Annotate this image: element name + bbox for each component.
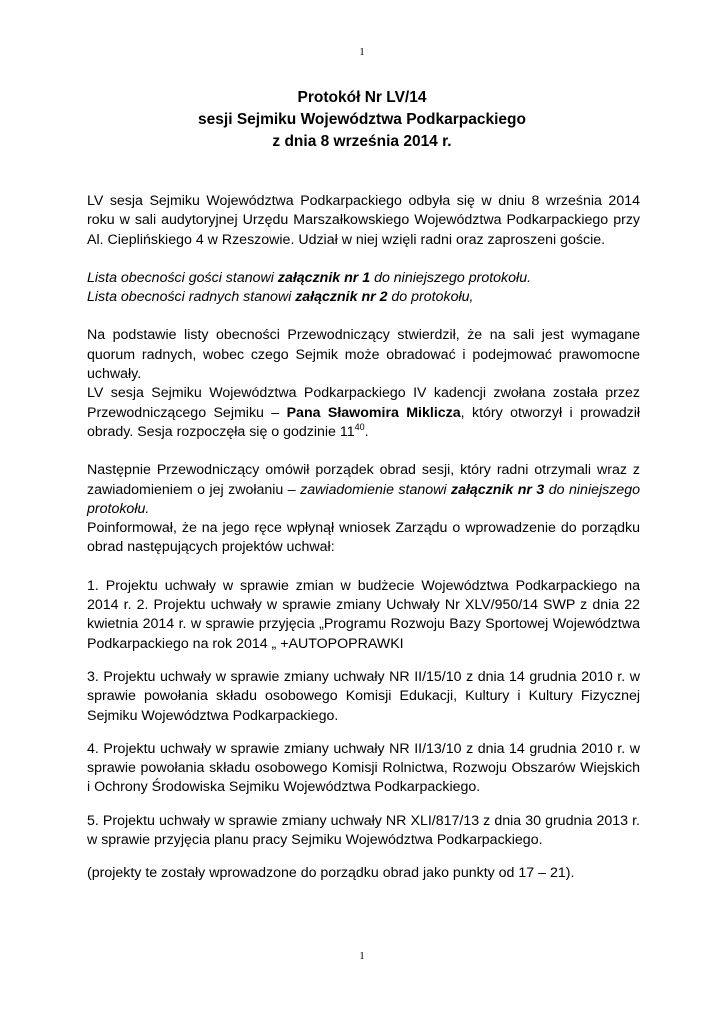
item3-line-1: 3. Projektu uchwały w sprawie zmiany uchwały NR II/15/10 z dnia 14 grudnia 2010 r. xyxy=(87,668,626,685)
item4-line-2: w sprawie powołania składu osobowego Komisji Rolnictwa, Rozwoju Obszarów xyxy=(87,740,640,777)
item4-line-3: Wiejskich i Ochrony Środowiska Sejmiku Województwa Podkarpackiego. xyxy=(87,760,640,796)
agenda-item-1 xyxy=(87,577,640,654)
intro-line-3: przy Al. Cieplińskiego 4 w Rzeszowie. Udział w niej wzięli radni oraz zaproszeni goście. xyxy=(87,212,641,248)
chairman-text-end: , który otworzył i prowadził xyxy=(460,404,640,421)
page-number-bottom: 1 xyxy=(359,950,365,962)
guests-text-end: do niniejszego protokołu. xyxy=(370,269,532,286)
item3-line-2: w sprawie powołania składu osobowego Komisji Edukacji, Kultury i Kultury Fizycznej xyxy=(87,668,640,705)
document-title xyxy=(0,87,724,153)
agenda-item-5 xyxy=(87,812,640,851)
item5-line-1: 5. Projektu uchwały w sprawie zmiany uchwały NR XLI/817/13 z dnia 30 grudnia 2013 xyxy=(87,812,629,829)
title-line-3: z dnia 8 września 2014 r. xyxy=(272,133,452,150)
quorum-line-2: quorum radnych, wobec czego Sejmik może obradować i podejmować prawomocne xyxy=(87,346,640,363)
guests-attachment: załącznik nr 1 xyxy=(277,269,371,286)
title-line-1: Protokół Nr LV/14 xyxy=(297,89,427,106)
agenda-attachment: załącznik nr 3 xyxy=(451,481,545,498)
start-time-end: . xyxy=(364,423,369,440)
intro-line-1: LV sesja Sejmiku Województwa Podkarpackiego odbyła się w dniu 8 września 2014 xyxy=(87,193,640,209)
chairman-name: Pana Sławomira Miklicza xyxy=(286,404,461,421)
session-line-2 xyxy=(87,405,640,421)
item3-line-3: Sejmiku Województwa Podkarpackiego. xyxy=(87,707,339,724)
document-body xyxy=(87,192,640,884)
chairman-text: Przewodniczącego Sejmiku – xyxy=(87,404,287,421)
councillors-attendance xyxy=(87,289,473,305)
councillors-text-end: do protokołu, xyxy=(387,289,474,306)
attendance-paragraph xyxy=(87,269,640,308)
councillors-text: Lista obecności radnych stanowi xyxy=(87,289,296,306)
item5-line-2: r. w sprawie przyjęcia planu pracy Sejmiku Województwa Podkarpackiego. xyxy=(87,812,640,849)
intro-paragraph xyxy=(87,192,640,250)
agenda-notice-text: z zawiadomieniem o jej zwołaniu – xyxy=(87,462,640,498)
agenda-line-3: niniejszego protokołu. xyxy=(87,481,641,517)
guests-attendance xyxy=(87,270,531,286)
page-number-top: 1 xyxy=(359,46,365,58)
quorum-paragraph xyxy=(87,326,640,442)
councillors-attachment: załącznik nr 2 xyxy=(295,289,388,306)
title-line-2: sesji Sejmiku Województwa Podkarpackiego xyxy=(198,111,526,128)
item4-line-1: 4. Projektu uchwały w sprawie zmiany uchwały NR II/13/10 z dnia 14 grudnia 2010 r. xyxy=(87,740,626,757)
item1-line-4: Województwa Podkarpackiego na rok 2014 „ +AUTOPOPRAWKI xyxy=(87,616,640,652)
quorum-line-1: Na podstawie listy obecności Przewodniczący stwierdził, że na sali jest wymagane xyxy=(87,327,640,344)
agenda-item-3 xyxy=(87,668,640,726)
agenda-notice-italic: zawiadomienie stanowi xyxy=(300,481,451,498)
agenda-line-5: obrad następujących projektów uchwał: xyxy=(87,539,335,556)
agenda-line-4: Poinformował, że na jego ręce wpłynął wniosek Zarządu o wprowadzenie do porządku xyxy=(87,520,640,537)
agenda-paragraph xyxy=(87,461,640,557)
start-time-minutes: 40 xyxy=(354,421,365,432)
item1-line-3: kwietnia 2014 r. w sprawie przyjęcia „Programu Rozwoju Bazy Sportowej xyxy=(87,616,549,633)
item1-line-2: 2014 r. 2. Projektu uchwały w sprawie zmiany Uchwały Nr XLV/950/14 SWP z dnia 22 xyxy=(87,597,640,614)
closing-note: (projekty te zostały wprowadzone do porządku obrad jako punkty od 17 – 21). xyxy=(87,865,575,882)
agenda-line-1: Następnie Przewodniczący omówił porządek obrad sesji, który radni otrzymali wraz xyxy=(87,462,627,479)
start-time-text: obrady. Sesja rozpoczęła się o godzinie 11 xyxy=(87,423,355,440)
quorum-line-3: uchwały. xyxy=(87,366,142,383)
guests-text: Lista obecności gości stanowi xyxy=(87,269,278,286)
intro-line-2: roku w sali audytoryjnej Urzędu Marszałkowskiego Województwa Podkarpackiego xyxy=(87,212,609,229)
session-line-3 xyxy=(87,421,369,440)
session-line-1: LV sesja Sejmiku Województwa Podkarpackiego IV kadencji zwołana została przez xyxy=(87,385,640,402)
agenda-notice-italic-end: do xyxy=(544,481,565,498)
item1-line-1: 1. Projektu uchwały w sprawie zmian w budżecie Województwa Podkarpackiego na xyxy=(87,577,640,594)
agenda-item-4 xyxy=(87,740,640,798)
